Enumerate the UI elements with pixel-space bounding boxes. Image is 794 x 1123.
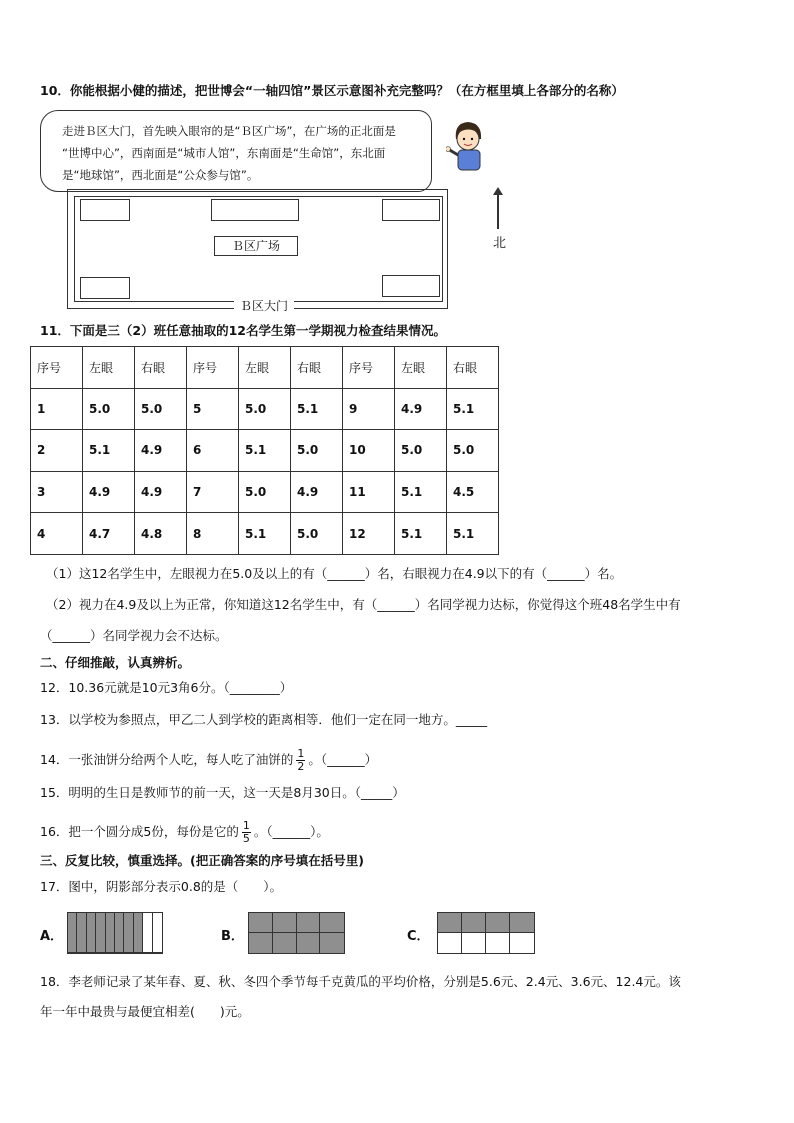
- grid-cell: [124, 913, 133, 953]
- q18-line2: 年一年中最贵与最便宜相差( )元。: [40, 1004, 250, 1019]
- q10-title: 10．你能根据小健的描述，把世博会“一轴四馆”景区示意图补充完整吗？（在方框里填上各部分的名称）: [40, 83, 624, 98]
- grid-cell: [438, 913, 462, 933]
- grid-cell: [297, 913, 321, 933]
- grid-cell: [462, 933, 486, 953]
- grid-cell: [486, 933, 510, 953]
- table-cell: 1: [31, 388, 83, 430]
- grid-cell: [134, 913, 143, 953]
- q16-text: [40, 820, 329, 845]
- grid-cell: [273, 933, 297, 953]
- table-row: [31, 430, 499, 472]
- table-row: [31, 471, 499, 513]
- table-header-cell: 左眼: [239, 347, 291, 389]
- table-header-cell: 左眼: [395, 347, 447, 389]
- table-cell: 5.1: [239, 430, 291, 472]
- map-box-northwest[interactable]: [80, 199, 130, 221]
- table-cell: 5.0: [395, 430, 447, 472]
- table-cell: 5.0: [291, 430, 343, 472]
- table-cell: 4.8: [135, 513, 187, 555]
- table-header-cell: 序号: [187, 347, 239, 389]
- table-cell: 5.0: [239, 471, 291, 513]
- table-cell: 6: [187, 430, 239, 472]
- table-cell: 5.0: [135, 388, 187, 430]
- grid-cell: [249, 933, 273, 953]
- grid-cell: [249, 913, 273, 933]
- table-row: [31, 388, 499, 430]
- fraction-denominator: 5: [242, 832, 250, 845]
- bubble-line: 走进Ｂ区大门，首先映入眼帘的是“Ｂ区广场”，在广场的正北面是: [62, 124, 396, 138]
- grid-cell: [510, 933, 534, 953]
- map-box-northeast[interactable]: [382, 199, 440, 221]
- fraction-numerator: 1: [297, 747, 305, 760]
- fraction-numerator: 1: [242, 819, 250, 832]
- table-cell: 8: [187, 513, 239, 555]
- section-2-heading: 二、仔细推敲，认真辨析。: [40, 655, 191, 670]
- table-cell: 5.1: [83, 430, 135, 472]
- table-header-cell: 右眼: [135, 347, 187, 389]
- speech-bubble-text: [62, 120, 432, 186]
- boy-illustration-icon: [446, 117, 490, 173]
- bubble-line: 是“地球馆”，西北面是“公众参与馆”。: [62, 168, 259, 182]
- table-cell: 4.9: [135, 471, 187, 513]
- q13-text: 13．以学校为参照点，甲乙二人到学校的距离相等．他们一定在同一地方。_____: [40, 712, 488, 727]
- option-c-grid[interactable]: [437, 912, 535, 954]
- table-cell: 5.1: [395, 471, 447, 513]
- fraction-fifth: [242, 820, 251, 845]
- q16-after: 。（______）。: [253, 824, 329, 839]
- table-cell: 4.9: [291, 471, 343, 513]
- option-b-grid[interactable]: [248, 912, 345, 954]
- table-cell: 9: [343, 388, 395, 430]
- grid-cell: [320, 913, 344, 933]
- grid-cell: [143, 913, 152, 953]
- q11-title: 11．下面是三（2）班任意抽取的12名学生第一学期视力检查结果情况。: [40, 323, 446, 338]
- grid-cell: [273, 913, 297, 933]
- plaza-box: Ｂ区广场: [214, 236, 298, 256]
- grid-cell: [486, 913, 510, 933]
- q11-sub2b: （______）名同学视力会不达标。: [40, 628, 228, 643]
- q16-before: 16．把一个圆分成5份，每份是它的: [40, 824, 239, 839]
- table-cell: 5.1: [447, 388, 499, 430]
- table-cell: 5.1: [447, 513, 499, 555]
- q15-text: 15．明明的生日是教师节的前一天，这一天是8月30日。（_____）: [40, 785, 405, 800]
- grid-cell: [510, 913, 534, 933]
- option-b-label[interactable]: B．: [221, 929, 244, 944]
- table-cell: 2: [31, 430, 83, 472]
- grid-cell: [462, 913, 486, 933]
- table-cell: 5.1: [291, 388, 343, 430]
- q12-text: 12．10.36元就是10元3角6分。（________）: [40, 680, 293, 695]
- table-cell: 12: [343, 513, 395, 555]
- table-cell: 3: [31, 471, 83, 513]
- table-cell: 10: [343, 430, 395, 472]
- option-a-label[interactable]: A．: [40, 929, 64, 944]
- table-header-row: [31, 347, 499, 389]
- table-cell: 4.9: [83, 471, 135, 513]
- table-cell: 5.1: [395, 513, 447, 555]
- grid-cell: [115, 913, 124, 953]
- north-label: 北: [493, 236, 507, 251]
- table-cell: 4.5: [447, 471, 499, 513]
- grid-cell: [297, 933, 321, 953]
- grid-cell: [77, 913, 86, 953]
- q14-before: 14．一张油饼分给两个人吃，每人吃了油饼的: [40, 752, 294, 767]
- table-cell: 4.7: [83, 513, 135, 555]
- table-cell: 5.0: [83, 388, 135, 430]
- table-header-cell: 序号: [31, 347, 83, 389]
- grid-cell: [320, 933, 344, 953]
- grid-cell: [106, 913, 115, 953]
- grid-cell: [438, 933, 462, 953]
- option-a-grid[interactable]: [67, 912, 163, 954]
- table-row: [31, 513, 499, 555]
- bubble-line: “世博中心”，西南面是“城市人馆”，东南面是“生命馆”，东北面: [62, 146, 386, 160]
- table-cell: 5.0: [291, 513, 343, 555]
- table-cell: 4: [31, 513, 83, 555]
- table-cell: 5: [187, 388, 239, 430]
- fraction-half: [296, 748, 305, 773]
- map-box-southwest[interactable]: [80, 277, 130, 299]
- table-cell: 5.0: [447, 430, 499, 472]
- table-header-cell: 右眼: [447, 347, 499, 389]
- q18-line1: 18．李老师记录了某年春、夏、秋、冬四个季节每千克黄瓜的平均价格，分别是5.6元、2.4元、3.6元、12.4元。该: [40, 974, 681, 989]
- table-header-cell: 序号: [343, 347, 395, 389]
- grid-cell: [96, 913, 105, 953]
- table-header-cell: 右眼: [291, 347, 343, 389]
- table-header-cell: 左眼: [83, 347, 135, 389]
- north-arrow-icon: [497, 193, 499, 229]
- grid-cell: [68, 913, 77, 953]
- map-box-north[interactable]: [211, 199, 299, 221]
- table-cell: 4.9: [395, 388, 447, 430]
- table-cell: 5.1: [239, 513, 291, 555]
- table-cell: 5.0: [239, 388, 291, 430]
- section-3-heading: 三、反复比较，慎重选择。(把正确答案的序号填在括号里): [40, 853, 364, 868]
- map-box-southeast[interactable]: [382, 275, 440, 297]
- q17-title: 17．图中，阴影部分表示0.8的是（ ）。: [40, 879, 283, 894]
- fraction-denominator: 2: [297, 760, 305, 773]
- q11-sub1: （1）这12名学生中，左眼视力在5.0及以上的有（______）名，右眼视力在4.9以下的有（______）名。: [46, 566, 623, 581]
- vision-table: [30, 346, 499, 555]
- table-cell: 11: [343, 471, 395, 513]
- grid-cell: [153, 913, 162, 953]
- gate-label: Ｂ区大门: [234, 299, 294, 313]
- table-cell: 4.9: [135, 430, 187, 472]
- option-c-label[interactable]: C．: [407, 929, 430, 944]
- q14-text: [40, 748, 377, 773]
- q14-after: 。（______）: [308, 752, 378, 767]
- q11-sub2a: （2）视力在4.9及以上为正常，你知道这12名学生中，有（______）名同学视力达标，你觉得这个班48名学生中有: [46, 597, 681, 612]
- table-cell: 7: [187, 471, 239, 513]
- grid-cell: [87, 913, 96, 953]
